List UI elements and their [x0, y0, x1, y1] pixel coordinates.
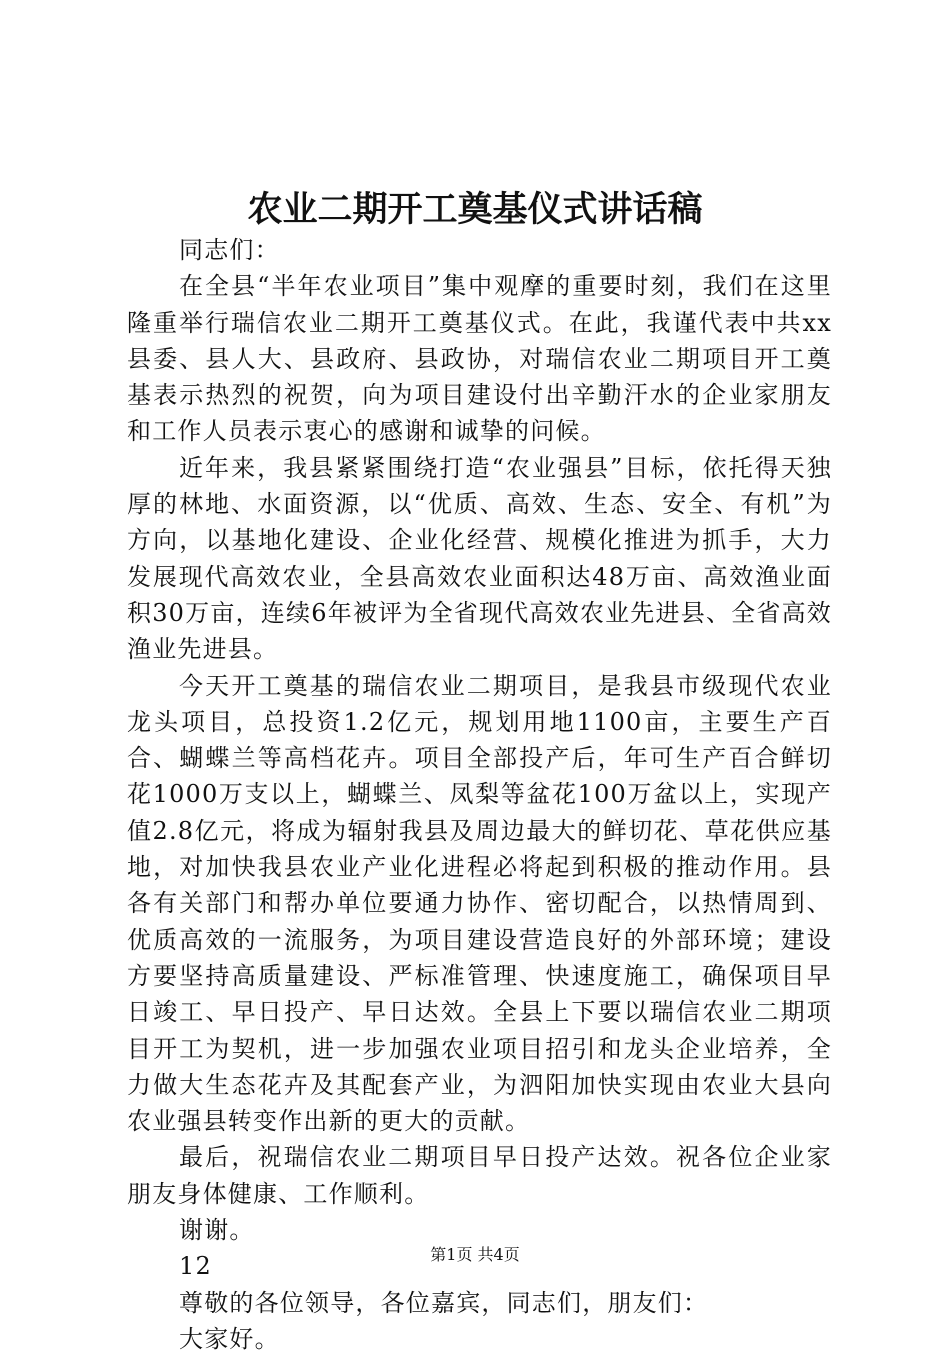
body-paragraph: 今天开工奠基的瑞信农业二期项目，是我县市级现代农业龙头项目，总投资1.2亿元，规划用地1100亩，主要生产百合、蝴蝶兰等高档花卉。项目全部投产后，年可生产百合鲜切花1000万支以上，蝴蝶兰、凤梨等盆花100万盆以上，实现产值2.8亿元，将成为辐射我县及周边最大的鲜切花、草花供应基地，对加快我县农业产业化进程必将起到积极的推动作用。县各有关部门和帮办单位要通力协作、密切配合，以热情周到、优质高效的一流服务，为项目建设营造良好的外部环境；建设方要坚持高质量建设、严标准管理、快速度施工，确保项目早日竣工、早日投产、早日达效。全县上下要以瑞信农业二期项目开工为契机，进一步加强农业项目招引和龙头企业培养，全力做大生态花卉及其配套产业，为泗阳加快实现由农业大县向农业强县转变作出新的更大的贡献。: [127, 671, 832, 1136]
salutation-paragraph: 同志们：: [179, 236, 280, 264]
number-paragraph: 12: [179, 1252, 212, 1281]
thanks-paragraph: 谢谢。: [179, 1216, 255, 1245]
body-paragraph: 近年来，我县紧紧围绕打造“农业强县”目标，依托得天独厚的林地、水面资源，以“优质、高效、生态、安全、有机”为方向，以基地化建设、企业化经营、规模化推进为抓手，大力发展现代高效农业，全县高效农业面积达48万亩、高效渔业面积30万亩，连续6年被评为全省现代高效农业先进县、全省高效渔业先进县。: [127, 453, 832, 664]
document-body: [127, 232, 832, 1357]
body-paragraph: 最后，祝瑞信农业二期项目早日投产达效。祝各位企业家朋友身体健康、工作顺利。: [127, 1143, 832, 1208]
greeting-paragraph: 大家好。: [179, 1324, 280, 1353]
page-footer: 第1页 共4页: [430, 1245, 520, 1264]
document-title: 农业二期开工奠基仪式讲话稿: [247, 189, 703, 230]
body-paragraph: 在全县“半年农业项目”集中观摩的重要时刻，我们在这里隆重举行瑞信农业二期开工奠基仪式。在此，我谨代表中共xx县委、县人大、县政府、县政协，对瑞信农业二期项目开工奠基表示热烈的祝贺，向为项目建设付出辛勤汗水的企业家朋友和工作人员表示衷心的感谢和诚挚的问候。: [127, 272, 832, 446]
greeting-paragraph: 尊敬的各位领导，各位嘉宾，同志们，朋友们：: [179, 1288, 709, 1317]
